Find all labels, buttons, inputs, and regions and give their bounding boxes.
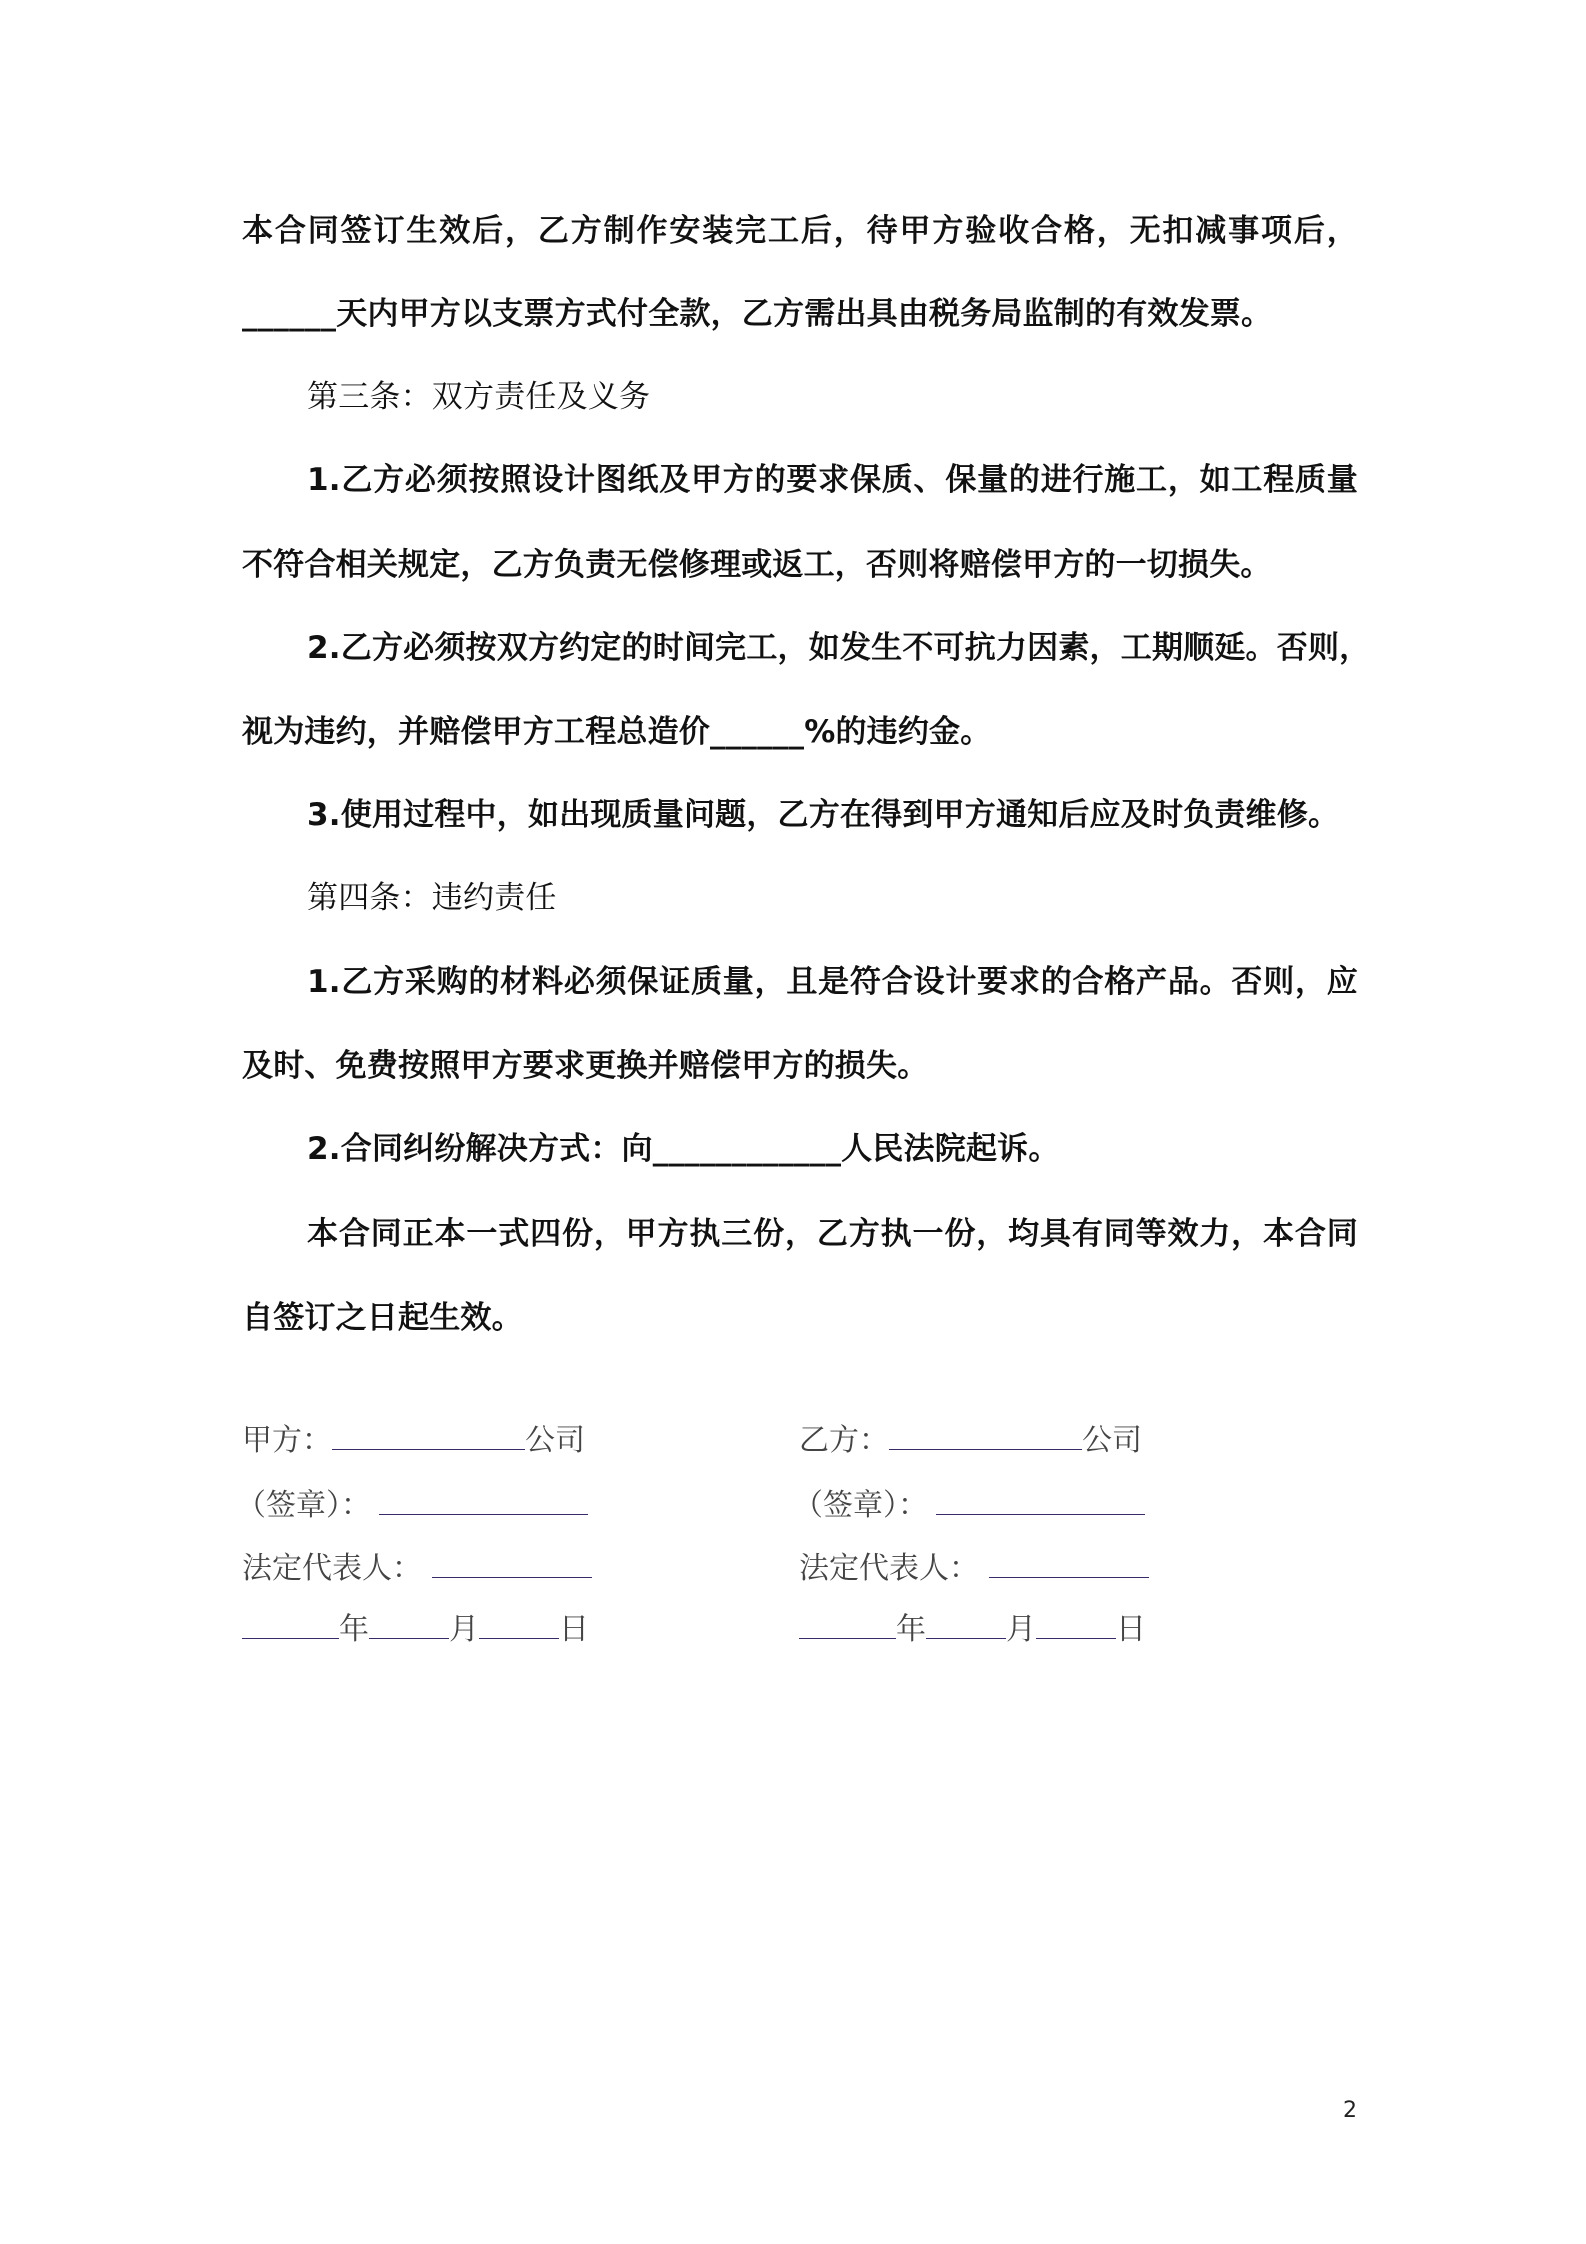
rep-label: 法定代表人： [242,1552,422,1585]
year-label: 年 [896,1613,926,1646]
section-heading: 第四条：违约责任 [307,880,557,916]
party-b-company-blank [889,1419,1082,1450]
day-label: 日 [559,1613,589,1646]
day-blank [1036,1608,1116,1639]
party-b-suffix: 公司 [1082,1424,1142,1457]
month-label: 月 [449,1613,479,1646]
body-line: 2.乙方必须按双方约定的时间完工，如发生不可抗力因素，工期顺延。否则， [307,630,1371,666]
body-line: 1.乙方采购的材料必须保证质量，且是符合设计要求的合格产品。否则，应 [307,964,1358,1000]
party-a-label: 甲方： [242,1424,332,1457]
body-line: 本合同正本一式四份，甲方执三份，乙方执一份，均具有同等效力，本合同 [307,1216,1358,1252]
body-line: 自签订之日起生效。 [242,1300,523,1336]
party-b-seal-blank [936,1484,1145,1515]
year-blank [242,1608,339,1639]
party-a-rep-row [242,1547,592,1589]
party-a-seal-blank [379,1484,588,1515]
party-a-seal-row [236,1484,588,1526]
body-line: 本合同签订生效后，乙方制作安装完工后，待甲方验收合格，无扣减事项后， [242,213,1358,249]
party-a-suffix: 公司 [525,1424,585,1457]
seal-label: （签章）： [236,1489,371,1522]
party-b-row [799,1419,1142,1461]
party-b-label: 乙方： [799,1424,889,1457]
party-a-rep-blank [432,1547,592,1578]
body-line: 不符合相关规定，乙方负责无偿修理或返工，否则将赔偿甲方的一切损失。 [242,547,1272,583]
month-label: 月 [1006,1613,1036,1646]
year-blank [799,1608,896,1639]
body-line: ______天内甲方以支票方式付全款，乙方需出具由税务局监制的有效发票。 [242,296,1273,332]
day-blank [479,1608,559,1639]
rep-label: 法定代表人： [799,1552,979,1585]
year-label: 年 [339,1613,369,1646]
page-number: 2 [1343,2098,1357,2123]
month-blank [926,1608,1006,1639]
party-b-rep-blank [989,1547,1149,1578]
day-label: 日 [1116,1613,1146,1646]
body-line: 视为违约，并赔偿甲方工程总造价______%的违约金。 [242,714,992,750]
seal-label: （签章）： [793,1489,928,1522]
party-b-rep-row [799,1547,1149,1589]
body-line: 3.使用过程中，如出现质量问题，乙方在得到甲方通知后应及时负责维修。 [307,797,1340,833]
party-a-date-row [242,1608,589,1650]
party-a-company-blank [332,1419,525,1450]
party-b-date-row [799,1608,1146,1650]
party-a-row [242,1419,585,1461]
section-heading: 第三条：双方责任及义务 [307,379,651,415]
body-line: 1.乙方必须按照设计图纸及甲方的要求保质、保量的进行施工，如工程质量 [307,462,1358,498]
body-line: 2.合同纠纷解决方式：向____________人民法院起诉。 [307,1131,1060,1167]
month-blank [369,1608,449,1639]
party-b-seal-row [793,1484,1145,1526]
body-line: 及时、免费按照甲方要求更换并赔偿甲方的损失。 [242,1048,929,1084]
